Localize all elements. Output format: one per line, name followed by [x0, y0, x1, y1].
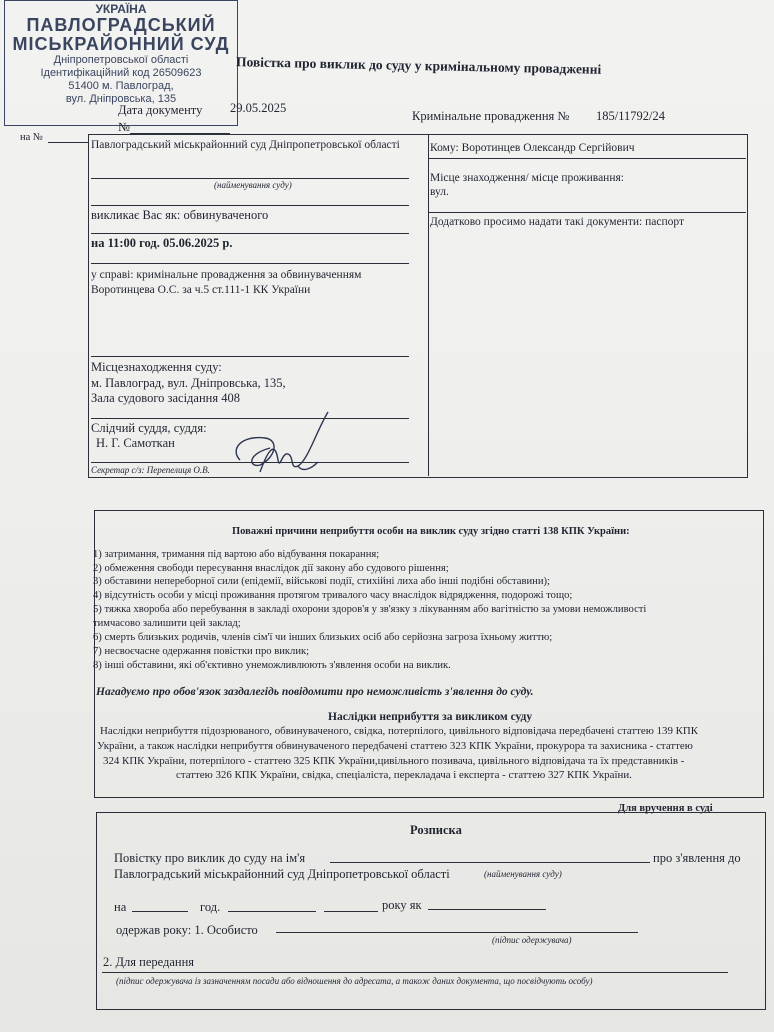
stamp-line: МІСЬКРАЙОННИЙ СУД — [12, 34, 230, 54]
receipt-year-as: року як — [382, 898, 422, 912]
reason-item: 3) обставини непереборної сили (епідемії, військові події, стихійні лиха або інші подібні обставини); — [93, 576, 550, 587]
receipt-court: Павлоградський міськрайонний суд Дніпропетровської області — [114, 867, 450, 881]
receipt-on: на — [114, 900, 127, 914]
stamp-line: вул. Дніпровська, 135 — [65, 93, 177, 105]
stamp-line: ПАВЛОГРАДСЬКИЙ — [26, 15, 216, 35]
judge-label: Слідчий суддя, суддя: — [91, 421, 207, 435]
receipt-court-caption: (найменування суду) — [484, 869, 562, 879]
doc-date-label: Дата документу — [118, 103, 203, 117]
doc-no-label: № — [118, 120, 130, 134]
location-line-1: м. Павлоград, вул. Дніпровська, 135, — [91, 376, 286, 390]
signature-caption: (підпис одержувача) — [492, 935, 572, 945]
reason-item: 1) затримання, тримання під вартою або відбування покарання; — [93, 549, 380, 560]
reason-item: 8) інші обставини, які об'єктивно унеможливлюють з'явлення особи на виклик. — [93, 660, 451, 671]
judge-name: Н. Г. Самоткан — [96, 436, 175, 450]
case-line-2: Воротинцева О.С. за ч.5 ст.111-1 КК України — [91, 284, 311, 296]
secretary: Секретар с/з: Перепелиця О.В. — [91, 465, 210, 475]
residence-label: Місце знаходження/ місце проживання: — [430, 172, 624, 184]
stamp-line: Ідентифікаційний код 26509623 — [40, 67, 202, 79]
stamp-line: УКРАЇНА — [95, 2, 147, 16]
consequences-line: України, а також наслідки неприбуття обвинуваченого передбачені статтею 323 КПК України, прокурора та захисника - статтею — [97, 740, 693, 752]
case-line-1: у справі: кримінальне провадження за обвинуваченням — [91, 269, 362, 281]
case-number: 185/11792/24 — [596, 109, 665, 123]
bottom-caption: (підпис одержувача із зазначенням посади або відношення до адресата, а також даних документа, що посвідчують особу) — [116, 976, 593, 986]
receipt-received: одержав року: 1. Особисто — [116, 923, 258, 937]
receipt-year: год. — [200, 900, 221, 914]
consequences-line: Наслідки неприбуття підозрюваного, обвинуваченого, свідка, потерпілого, цивільного відповідача передбачені статтею 139 КПК — [100, 725, 699, 737]
hearing-datetime: на 11:00 год. 05.06.2025 р. — [91, 236, 233, 250]
recipient: Кому: Воротинцев Олександр Сергійович — [430, 142, 635, 154]
location-label: Місцезнаходження суду: — [91, 360, 222, 374]
doc-date: 29.05.2025 — [230, 101, 287, 115]
required-documents: Додатково просимо надати такі документи: паспорт — [430, 216, 684, 228]
stamp-line: 51400 м. Павлоград, — [68, 80, 174, 92]
consequences-line: статтею 326 КПК України, свідка, спеціаліста, перекладача і експерта - статтею 327 КПК України. — [176, 769, 632, 781]
receipt-line-1-end: про з'явлення до — [653, 851, 741, 865]
summons-as: викликає Вас як: обвинуваченого — [91, 208, 269, 222]
receipt-title: Розписка — [410, 823, 462, 837]
reason-item: тимчасово залишити цей заклад; — [93, 618, 241, 629]
reason-item: 5) тяжка хвороба або перебування в закладі охорони здоров'я у зв'язку з лікуванням або вагітністю за умови неможливості — [93, 604, 647, 615]
reason-item: 6) смерть близьких родичів, членів сім'ї чи інших близьких осіб або серйозна загроза їхньому життю; — [93, 632, 553, 643]
reminder: Нагадуємо про обов'язок заздалегідь повідомити про неможливість з'явлення до суду. — [96, 686, 534, 698]
case-label: Кримінальне провадження № — [412, 109, 570, 123]
judge-signature — [220, 410, 340, 490]
reason-item: 2) обмеження свободи пересування внаслідок дії закону або судового рішення; — [93, 563, 449, 574]
page-title: Повістка про виклик до суду у кримінальному провадженні — [235, 54, 602, 77]
receipt-transfer: 2. Для передання — [103, 955, 195, 969]
reasons-title: Поважні причини неприбуття особи на виклик суду згідно статті 138 КПК України: — [232, 526, 630, 537]
for-court-label: Для вручення в суді — [618, 803, 713, 814]
reason-item: 4) відсутність особи у місці проживання протягом тривалого часу внаслідок відрядження, подорожі тощо; — [93, 590, 573, 601]
stamp-line: Дніпропетровської області — [53, 54, 189, 66]
reference-no-label: на № — [20, 132, 43, 143]
reason-item: 7) несвоєчасне одержання повістки про виклик; — [93, 646, 310, 657]
location-line-2: Зала судового засідання 408 — [91, 391, 240, 405]
court-caption: (найменування суду) — [214, 180, 292, 190]
receipt-line-1: Повістку про виклик до суду на ім'я — [114, 851, 306, 865]
consequences-title: Наслідки неприбуття за викликом суду — [328, 711, 533, 723]
court-name: Павлоградський міськрайонний суд Дніпропетровської області — [91, 139, 400, 151]
street: вул. — [430, 186, 449, 198]
consequences-line: 324 КПК України, потерпілого - статтею 325 КПК України,цивільного позивача, цивільного відповідача та їх представників - — [103, 755, 685, 767]
